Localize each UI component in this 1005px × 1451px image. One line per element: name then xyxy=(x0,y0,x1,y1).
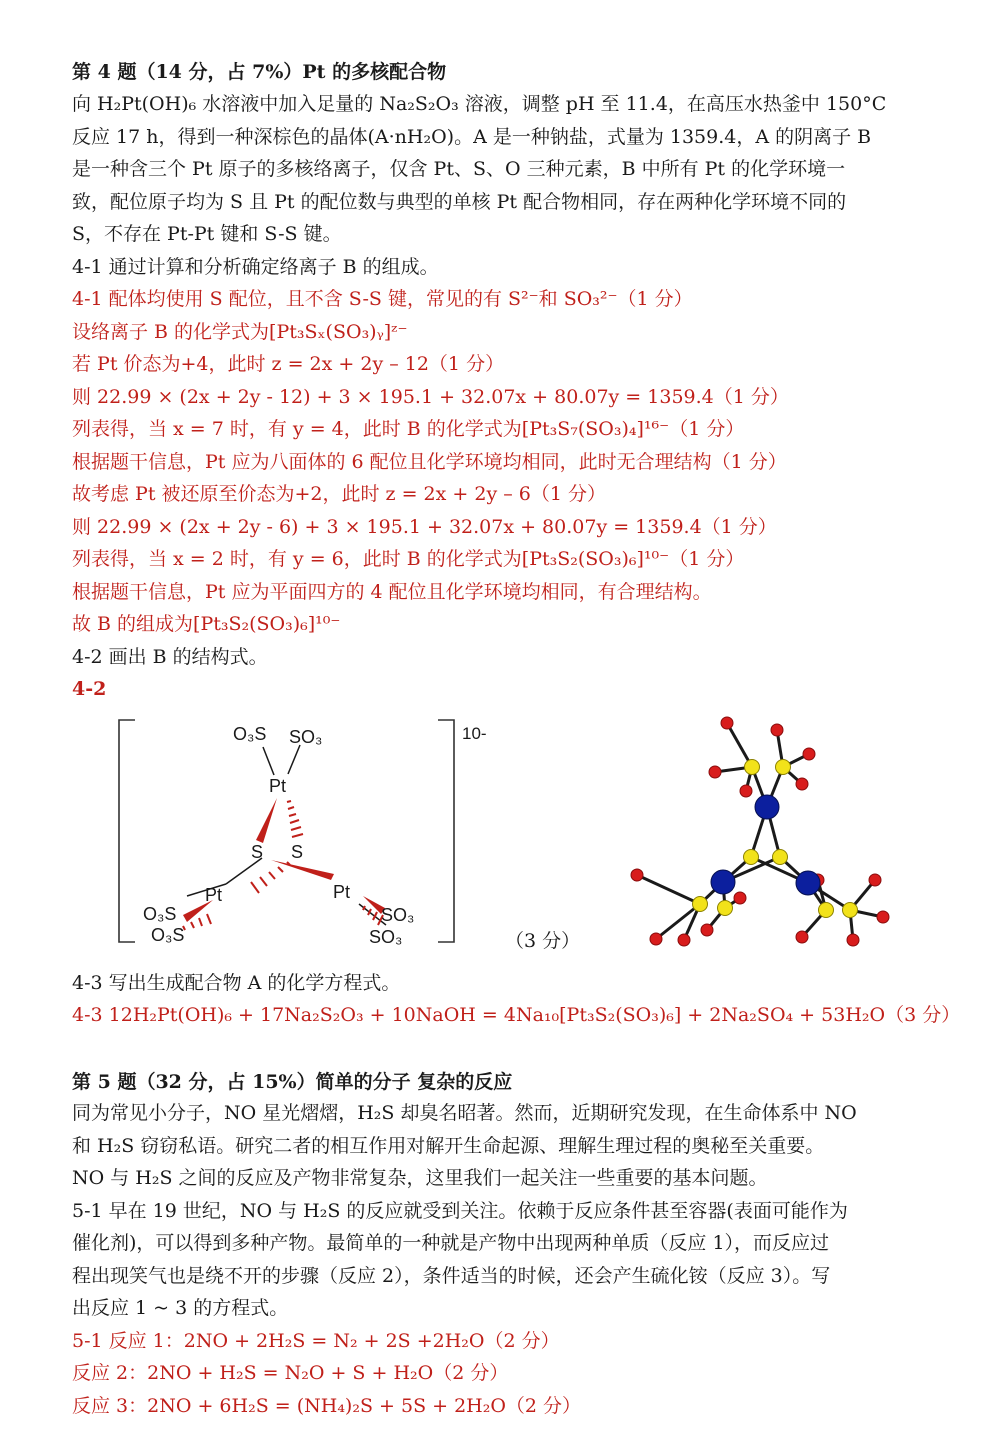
q4-stem-line: 是一种含三个 Pt 原子的多核络离子，仅含 Pt、S、O 三种元素，B 中所有 Pt 的化学环境一 xyxy=(72,158,846,180)
sulfur-atom xyxy=(693,897,708,912)
sulfur-atom xyxy=(843,903,858,918)
sulfur-atom xyxy=(819,903,834,918)
oxygen-atom xyxy=(847,934,859,946)
q4-1-answer-line: 则 22.99 × (2x + 2y - 12) + 3 × 195.1 + 32.07x + 80.07y = 1359.4（1 分） xyxy=(72,386,789,408)
ball-and-stick-model xyxy=(628,712,898,957)
q4-2-answer-label: 4-2 xyxy=(72,678,107,700)
sulfur-atom xyxy=(773,850,788,865)
structural-formula-diagram xyxy=(105,712,525,958)
bond-line xyxy=(288,745,300,774)
atom-label-pt: Pt xyxy=(205,885,223,905)
atom-label-o3s: O₃S xyxy=(151,925,185,945)
sulfur-atom xyxy=(745,760,760,775)
hash-mark xyxy=(287,801,291,802)
hash-mark xyxy=(251,882,259,893)
q5-stem-line: 和 H₂S 窃窃私语。研究二者的相互作用对解开生命起源、理解生理过程的奥秘至关重要。 xyxy=(72,1135,825,1157)
oxygen-atom xyxy=(771,724,783,736)
oxygen-atom xyxy=(721,717,733,729)
hash-mark xyxy=(292,834,303,837)
platinum-atom xyxy=(755,795,779,819)
hash-mark xyxy=(191,922,194,928)
q4-stem-line: S，不存在 Pt-Pt 键和 S-S 键。 xyxy=(72,223,342,245)
q4-heading: 第 4 题（14 分，占 7%）Pt 的多核配合物 xyxy=(72,61,447,83)
right-bracket xyxy=(438,720,454,942)
hash-mark xyxy=(199,918,202,926)
hash-mark xyxy=(269,872,275,879)
hash-mark xyxy=(291,827,301,830)
q4-1-answer-line: 设络离子 B 的化学式为[Pt₃Sₓ(SO₃)ᵧ]ᶻ⁻ xyxy=(72,321,408,343)
hash-mark xyxy=(207,914,211,924)
sulfur-atom xyxy=(776,760,791,775)
q5-stem-line: 同为常见小分子，NO 星光熠熠，H₂S 却臭名昭著。然而，近期研究发现，在生命体系中 NO xyxy=(72,1102,857,1124)
sulfur-atom xyxy=(718,901,733,916)
q4-stem-line: 反应 17 h，得到一种深棕色的晶体(A·nH₂O)。A 是一种钠盐，式量为 1359.4，A 的阴离子 B xyxy=(72,126,872,148)
oxygen-atom xyxy=(678,934,690,946)
model-bond xyxy=(637,875,700,904)
oxygen-atom xyxy=(796,931,808,943)
bond-line xyxy=(263,747,274,775)
q4-1-answer-line: 列表得，当 x = 7 时，有 y = 4，此时 B 的化学式为[Pt₃S₇(SO₃)₄]¹⁶⁻（1 分） xyxy=(72,418,745,440)
oxygen-atom xyxy=(631,869,643,881)
q4-1-answer-line: 列表得，当 x = 2 时，有 y = 6，此时 B 的化学式为[Pt₃S₂(SO₃)₆]¹⁰⁻（1 分） xyxy=(72,548,745,570)
platinum-atoms xyxy=(711,795,820,895)
platinum-atom xyxy=(711,870,735,894)
platinum-atom xyxy=(796,871,820,895)
atom-label-so3: SO₃ xyxy=(381,905,415,925)
q5-1-answer-line: 反应 3：2NO + 6H₂S = (NH₄)₂S + 5S + 2H₂O（2 分） xyxy=(72,1395,582,1417)
left-bracket xyxy=(119,720,135,942)
q4-2-prompt: 4-2 画出 B 的结构式。 xyxy=(72,646,268,668)
oxygen-atom xyxy=(877,911,889,923)
atom-labels xyxy=(143,724,414,947)
oxygen-atom xyxy=(701,924,713,936)
sulfur-atom xyxy=(744,850,759,865)
atom-label-s: S xyxy=(291,842,304,862)
oxygen-atom xyxy=(869,874,881,886)
q4-1-answer-line: 若 Pt 价态为+4，此时 z = 2x + 2y – 12（1 分） xyxy=(72,353,505,375)
q5-stem-line: NO 与 H₂S 之间的反应及产物非常复杂，这里我们一起关注一些重要的基本问题。 xyxy=(72,1167,768,1189)
q4-stem-line: 致，配位原子均为 S 且 Pt 的配位数与典型的单核 Pt 配合物相同，存在两种化学环境不同的 xyxy=(72,191,847,213)
q4-1-prompt: 4-1 通过计算和分析确定络离子 B 的组成。 xyxy=(72,256,439,278)
oxygen-atom xyxy=(740,785,752,797)
charge-label: 10- xyxy=(462,724,487,743)
atom-label-pt: Pt xyxy=(333,882,351,902)
oxygen-atom xyxy=(709,766,721,778)
q4-1-answer-line: 故 B 的组成为[Pt₃S₂(SO₃)₆]¹⁰⁻ xyxy=(72,613,341,635)
q5-stem-line: 出反应 1 ~ 3 的方程式。 xyxy=(72,1297,289,1319)
q5-heading: 第 5 题（32 分，占 15%）简单的分子 复杂的反应 xyxy=(72,1071,513,1093)
q4-3-answer: 4-3 12H₂Pt(OH)₆ + 17Na₂S₂O₃ + 10NaOH = 4Na₁₀[Pt₃S₂(SO₃)₆] + 2Na₂SO₄ + 53H₂O（3 分） xyxy=(72,1004,961,1026)
q4-1-answer-line: 则 22.99 × (2x + 2y - 6) + 3 × 195.1 + 32.07x + 80.07y = 1359.4（1 分） xyxy=(72,516,777,538)
hash-mark xyxy=(290,820,299,823)
q4-3-prompt: 4-3 写出生成配合物 A 的化学方程式。 xyxy=(72,972,401,994)
q4-stem-line: 向 H₂Pt(OH)₆ 水溶液中加入足量的 Na₂S₂O₃ 溶液，调整 pH 至 11.4，在高压水热釜中 150°C xyxy=(72,93,887,115)
q5-1-answer-line: 5-1 反应 1：2NO + 2H₂S = N₂ + 2S +2H₂O（2 分） xyxy=(72,1330,560,1352)
q4-1-answer-line: 根据题干信息，Pt 应为平面四方的 4 配位且化学环境均相同，有合理结构。 xyxy=(72,581,712,603)
hash-mark xyxy=(289,814,296,816)
hashed-bonds xyxy=(183,801,383,930)
hash-mark xyxy=(278,867,283,872)
atom-label-so3: SO₃ xyxy=(369,927,403,947)
wedge-bond xyxy=(256,798,277,843)
oxygen-atom xyxy=(796,778,808,790)
oxygen-atom xyxy=(734,892,746,904)
q4-1-answer-line: 故考虑 Pt 被还原至价态为+2，此时 z = 2x + 2y – 6（1 分） xyxy=(72,483,606,505)
atom-label-o3s: O₃S xyxy=(143,904,177,924)
hash-mark xyxy=(368,909,371,915)
atom-label-so3: SO₃ xyxy=(289,727,323,747)
score-label: （3 分） xyxy=(505,930,581,952)
oxygen-atom xyxy=(650,933,662,945)
q5-stem-line: 催化剂)，可以得到多种产物。最简单的一种就是产物中出现两种单质（反应 1），而反应过 xyxy=(72,1232,830,1254)
q5-stem-line: 程出现笑气也是绕不开的步骤（反应 2），条件适当的时候，还会产生硫化铵（反应 3）。写 xyxy=(72,1265,831,1287)
atom-label-pt: Pt xyxy=(269,776,287,796)
q5-stem-line: 5-1 早在 19 世纪，NO 与 H₂S 的反应就受到关注。依赖于反应条件甚至容器(表面可能作为 xyxy=(72,1200,848,1222)
q5-1-answer-line: 反应 2：2NO + H₂S = N₂O + S + H₂O（2 分） xyxy=(72,1362,509,1384)
oxygen-atom xyxy=(803,748,815,760)
q4-1-answer-line: 4-1 配体均使用 S 配位，且不含 S-S 键，常见的有 S²⁻和 SO₃²⁻（1 分） xyxy=(72,288,693,310)
q4-1-answer-line: 根据题干信息，Pt 应为八面体的 6 配位且化学环境均相同，此时无合理结构（1 分） xyxy=(72,451,787,473)
atom-label-s: S xyxy=(251,842,264,862)
hash-mark xyxy=(260,877,267,886)
hash-mark xyxy=(288,807,294,809)
atom-label-o3s: O₃S xyxy=(233,724,267,744)
